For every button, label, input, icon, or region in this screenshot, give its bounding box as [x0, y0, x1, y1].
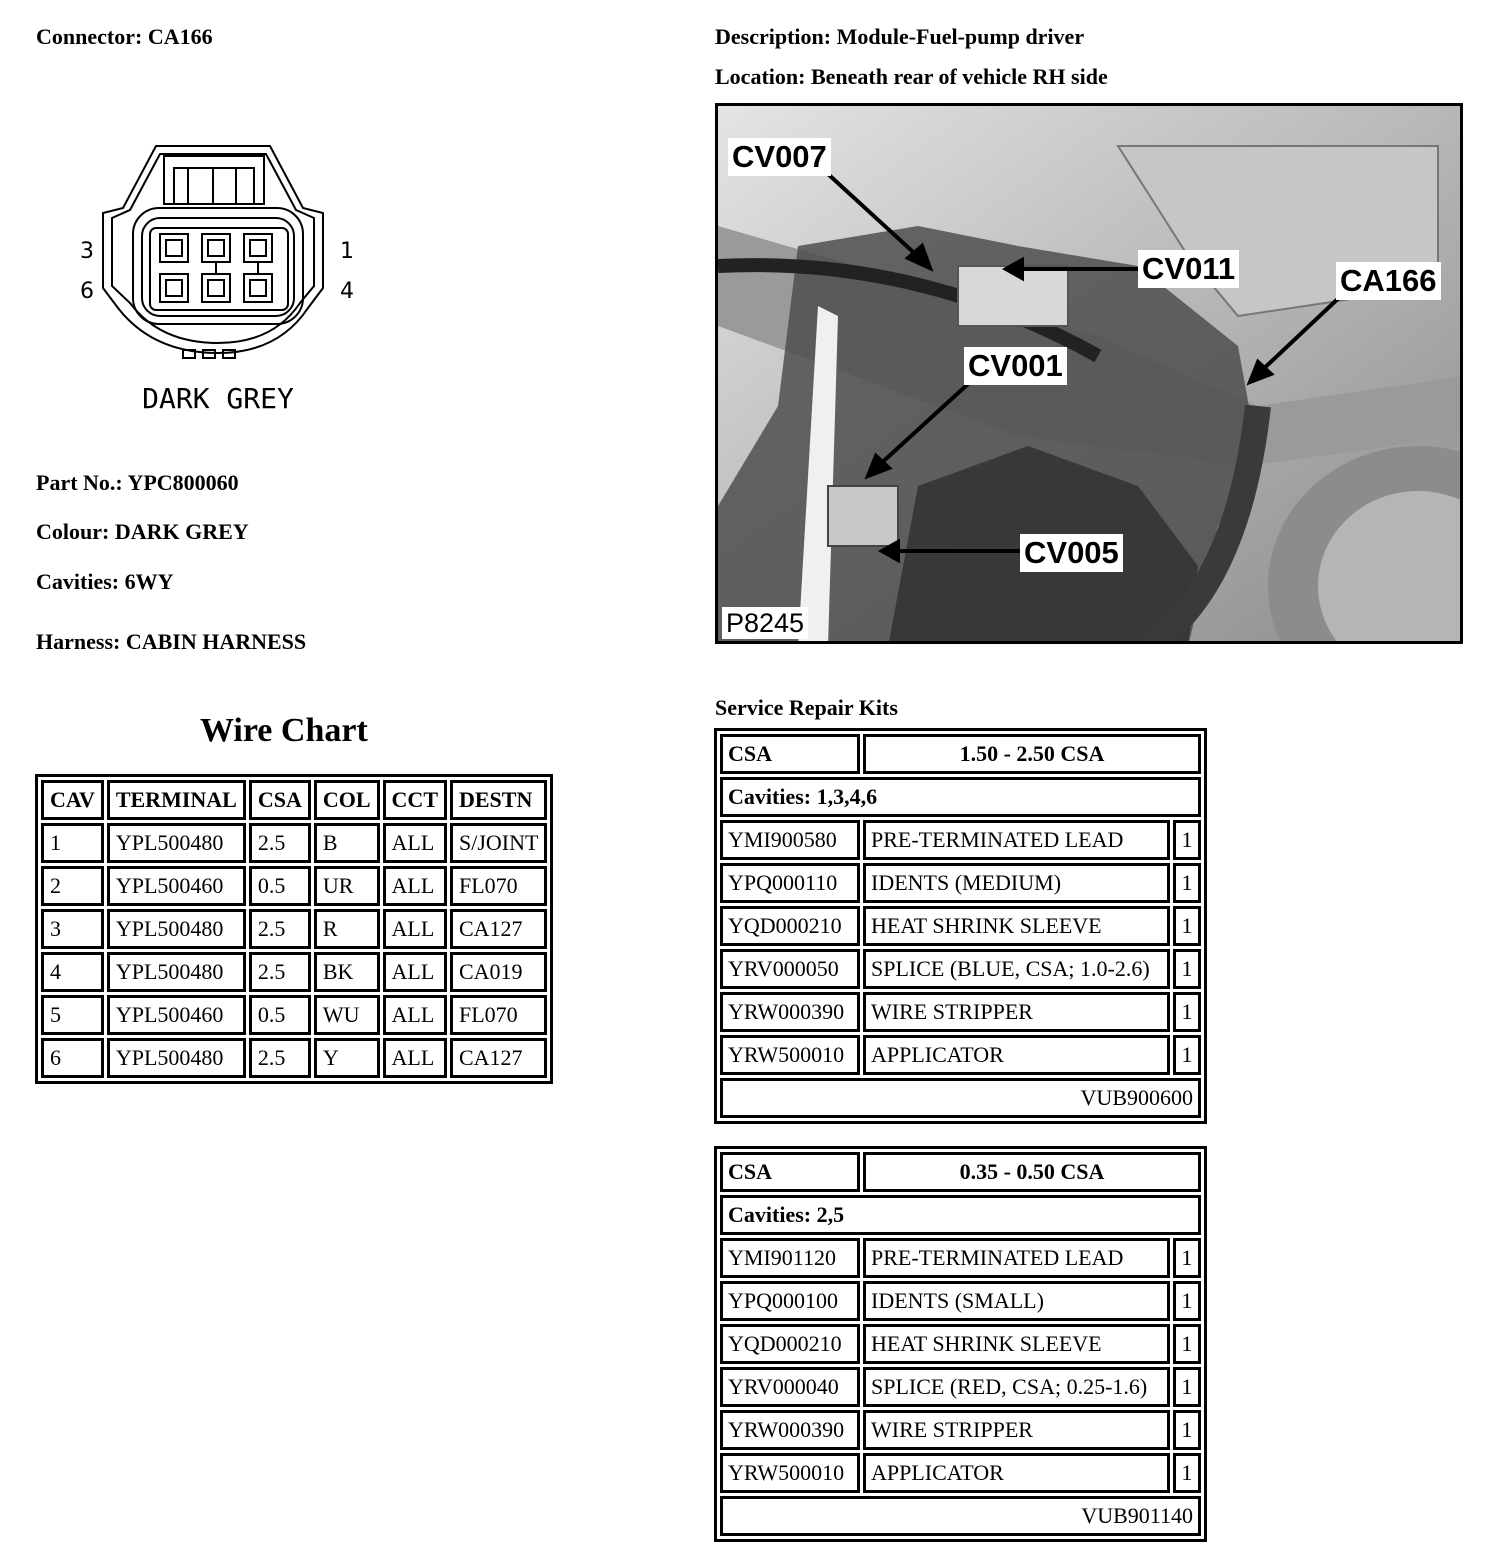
pin-label-4: 4	[340, 279, 354, 304]
wire-chart-title: Wire Chart	[200, 712, 368, 749]
pin-label-6: 6	[80, 279, 94, 304]
wire-terminal-cell: YPL500480	[107, 952, 246, 992]
kit1-part-number-cell: YMI900580	[720, 820, 860, 860]
part-number	[36, 470, 239, 496]
cavities	[36, 569, 173, 595]
wire-terminal-cell: YPL500460	[107, 995, 246, 1035]
wire-chart-row	[41, 995, 547, 1035]
wire-col-cell: WU	[314, 995, 380, 1035]
kit1-item-description-cell: PRE-TERMINATED LEAD	[863, 820, 1170, 860]
connector-label: Connector:	[36, 24, 143, 49]
wire-cct-cell: ALL	[383, 909, 447, 949]
harness-label: Harness:	[36, 629, 121, 654]
part-value: YPC800060	[127, 470, 239, 495]
kit-1-cavities: Cavities: 1,3,4,6	[720, 777, 1201, 817]
kit2-item-row	[720, 1281, 1201, 1321]
wire-col-cell: R	[314, 909, 380, 949]
pin-label-3: 3	[80, 239, 94, 264]
kit-2-csa-range: 0.35 - 0.50 CSA	[863, 1152, 1201, 1192]
photo-reference: P8245	[722, 607, 808, 639]
repair-kit-1	[714, 728, 1207, 1124]
kit1-item-row	[720, 992, 1201, 1032]
callout-cv001: CV001	[964, 347, 1067, 385]
kit-1-cavities-row	[720, 777, 1201, 817]
kit-2-number: VUB901140	[720, 1496, 1201, 1536]
kit2-quantity-cell: 1	[1173, 1281, 1201, 1321]
location-photo	[715, 103, 1463, 644]
wire-cav-cell: 2	[41, 866, 104, 906]
kit-1-header-row	[720, 734, 1201, 774]
kit-2-csa-label: CSA	[720, 1152, 860, 1192]
kit-2-cavities: Cavities: 2,5	[720, 1195, 1201, 1235]
kit1-quantity-cell: 1	[1173, 863, 1201, 903]
kit2-item-row	[720, 1238, 1201, 1278]
connector-id	[36, 24, 213, 50]
wire-destn-cell: CA127	[450, 909, 547, 949]
col-terminal: TERMINAL	[107, 780, 246, 820]
wire-destn-cell: FL070	[450, 866, 547, 906]
kit2-item-description-cell: APPLICATOR	[863, 1453, 1170, 1493]
wire-col-cell: BK	[314, 952, 380, 992]
kit1-part-number-cell: YRV000050	[720, 949, 860, 989]
callout-cv011: CV011	[1138, 250, 1239, 288]
wire-col-cell: Y	[314, 1038, 380, 1078]
wire-cct-cell: ALL	[383, 823, 447, 863]
wire-cav-cell: 4	[41, 952, 104, 992]
callout-cv005: CV005	[1020, 534, 1123, 572]
wire-csa-cell: 2.5	[249, 823, 311, 863]
wire-cct-cell: ALL	[383, 866, 447, 906]
kit2-item-description-cell: SPLICE (RED, CSA; 0.25-1.6)	[863, 1367, 1170, 1407]
kit2-quantity-cell: 1	[1173, 1367, 1201, 1407]
wire-chart-row	[41, 866, 547, 906]
connector-face-drawing	[78, 138, 368, 428]
repair-kit-2	[714, 1146, 1207, 1542]
col-cct: CCT	[383, 780, 447, 820]
wire-terminal-cell: YPL500460	[107, 866, 246, 906]
kit1-part-number-cell: YRW000390	[720, 992, 860, 1032]
callout-cv007: CV007	[728, 138, 831, 176]
kit1-quantity-cell: 1	[1173, 949, 1201, 989]
colour-value: DARK GREY	[114, 519, 249, 544]
kit-1-number-row	[720, 1078, 1201, 1118]
kit2-item-description-cell: HEAT SHRINK SLEEVE	[863, 1324, 1170, 1364]
kit2-item-description-cell: WIRE STRIPPER	[863, 1410, 1170, 1450]
kit1-item-description-cell: HEAT SHRINK SLEEVE	[863, 906, 1170, 946]
wire-terminal-cell: YPL500480	[107, 1038, 246, 1078]
kit1-item-row	[720, 949, 1201, 989]
kit-2-number-row	[720, 1496, 1201, 1536]
wire-chart-row	[41, 952, 547, 992]
wire-chart-header-row	[41, 780, 547, 820]
kit-1-csa-label: CSA	[720, 734, 860, 774]
wire-col-cell: UR	[314, 866, 380, 906]
kit2-part-number-cell: YMI901120	[720, 1238, 860, 1278]
col-destn: DESTN	[450, 780, 547, 820]
kit1-part-number-cell: YPQ000110	[720, 863, 860, 903]
kit1-item-description-cell: IDENTS (MEDIUM)	[863, 863, 1170, 903]
description-value: Module-Fuel-pump driver	[836, 24, 1085, 49]
wire-chart-row	[41, 909, 547, 949]
col-csa: CSA	[249, 780, 311, 820]
callout-ca166: CA166	[1336, 262, 1441, 300]
kit1-quantity-cell: 1	[1173, 906, 1201, 946]
wire-csa-cell: 2.5	[249, 952, 311, 992]
cavities-label: Cavities:	[36, 569, 120, 594]
kit1-part-number-cell: YRW500010	[720, 1035, 860, 1075]
wire-col-cell: B	[314, 823, 380, 863]
wire-csa-cell: 0.5	[249, 995, 311, 1035]
harness	[36, 629, 306, 655]
kit2-part-number-cell: YPQ000100	[720, 1281, 860, 1321]
wire-destn-cell: CA127	[450, 1038, 547, 1078]
kit2-item-row	[720, 1410, 1201, 1450]
description	[715, 24, 1084, 50]
wire-destn-cell: CA019	[450, 952, 547, 992]
wire-csa-cell: 0.5	[249, 866, 311, 906]
part-label: Part No.:	[36, 470, 123, 495]
kit1-item-description-cell: APPLICATOR	[863, 1035, 1170, 1075]
kit2-part-number-cell: YRW000390	[720, 1410, 860, 1450]
kit-2-header-row	[720, 1152, 1201, 1192]
kit-1-number: VUB900600	[720, 1078, 1201, 1118]
kit2-quantity-cell: 1	[1173, 1324, 1201, 1364]
connector-value: CA166	[147, 24, 213, 49]
kit1-item-description-cell: WIRE STRIPPER	[863, 992, 1170, 1032]
kit2-quantity-cell: 1	[1173, 1238, 1201, 1278]
kit1-part-number-cell: YQD000210	[720, 906, 860, 946]
wire-chart-row	[41, 823, 547, 863]
wire-cav-cell: 6	[41, 1038, 104, 1078]
description-label: Description:	[715, 24, 832, 49]
kit1-quantity-cell: 1	[1173, 1035, 1201, 1075]
wire-cav-cell: 3	[41, 909, 104, 949]
kit1-item-row	[720, 863, 1201, 903]
wire-cct-cell: ALL	[383, 1038, 447, 1078]
kit2-quantity-cell: 1	[1173, 1410, 1201, 1450]
location-label: Location:	[715, 64, 806, 89]
wire-cct-cell: ALL	[383, 995, 447, 1035]
kit1-item-row	[720, 906, 1201, 946]
pin-label-1: 1	[340, 239, 354, 264]
wire-terminal-cell: YPL500480	[107, 909, 246, 949]
wire-csa-cell: 2.5	[249, 1038, 311, 1078]
location	[715, 64, 1108, 90]
kit1-quantity-cell: 1	[1173, 820, 1201, 860]
kit2-item-row	[720, 1367, 1201, 1407]
location-value: Beneath rear of vehicle RH side	[810, 64, 1108, 89]
kit2-quantity-cell: 1	[1173, 1453, 1201, 1493]
wire-cav-cell: 5	[41, 995, 104, 1035]
kit-2-cavities-row	[720, 1195, 1201, 1235]
kit1-item-row	[720, 1035, 1201, 1075]
col-col: COL	[314, 780, 380, 820]
kit1-item-row	[720, 820, 1201, 860]
wire-terminal-cell: YPL500480	[107, 823, 246, 863]
wire-cav-cell: 1	[41, 823, 104, 863]
kit2-item-row	[720, 1453, 1201, 1493]
kit2-part-number-cell: YRW500010	[720, 1453, 860, 1493]
kit1-item-description-cell: SPLICE (BLUE, CSA; 1.0-2.6)	[863, 949, 1170, 989]
wire-destn-cell: S/JOINT	[450, 823, 547, 863]
kit2-item-description-cell: PRE-TERMINATED LEAD	[863, 1238, 1170, 1278]
kit1-quantity-cell: 1	[1173, 992, 1201, 1032]
wire-chart-table	[35, 774, 553, 1084]
harness-value: CABIN HARNESS	[125, 629, 307, 654]
kit2-item-row	[720, 1324, 1201, 1364]
colour-label: Colour:	[36, 519, 110, 544]
wire-csa-cell: 2.5	[249, 909, 311, 949]
kits-title: Service Repair Kits	[715, 695, 898, 720]
kit2-item-description-cell: IDENTS (SMALL)	[863, 1281, 1170, 1321]
connector-colour-caption: DARK GREY	[142, 382, 294, 415]
colour	[36, 519, 249, 545]
cavities-value: 6WY	[124, 569, 174, 594]
wire-destn-cell: FL070	[450, 995, 547, 1035]
wire-chart-row	[41, 1038, 547, 1078]
kit2-part-number-cell: YRV000040	[720, 1367, 860, 1407]
wire-cct-cell: ALL	[383, 952, 447, 992]
col-cav: CAV	[41, 780, 104, 820]
kit2-part-number-cell: YQD000210	[720, 1324, 860, 1364]
kit-1-csa-range: 1.50 - 2.50 CSA	[863, 734, 1201, 774]
